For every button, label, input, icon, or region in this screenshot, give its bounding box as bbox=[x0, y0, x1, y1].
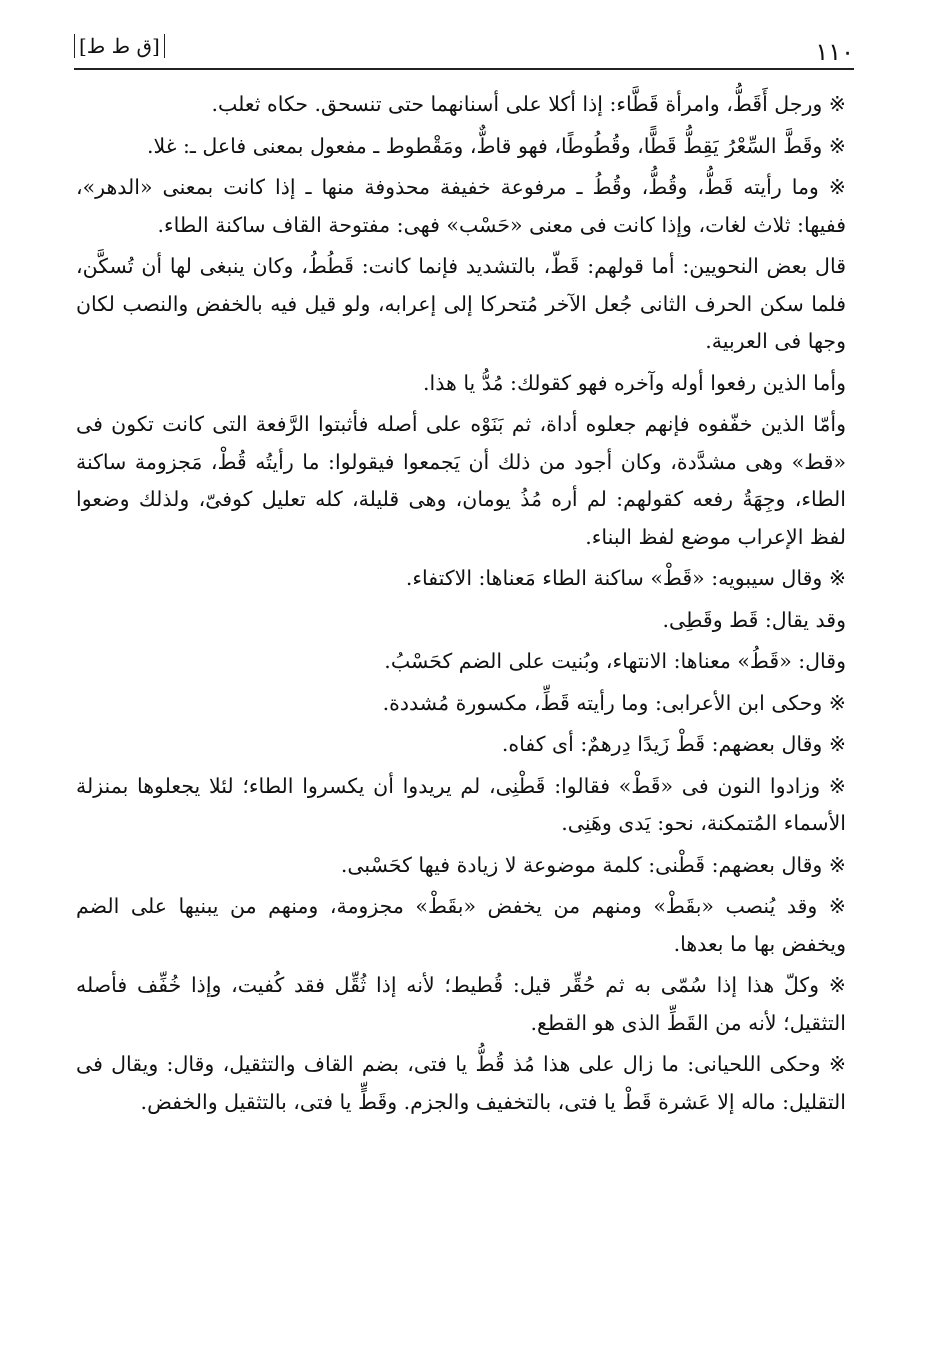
entry-paragraph: وأما الذين رفعوا أوله وآخره فهو كقولك: مُدُّ يا هذا. bbox=[423, 370, 846, 395]
entry-paragraph: ※ وقال سيبويه: «قَطْ» ساكنة الطاء مَعناها: الاكتفاء. bbox=[405, 566, 846, 590]
entry-paragraph: ※ وقال بعضهم: قَطْ زَيدًا دِرهمٌ: أى كفاه. bbox=[501, 732, 846, 756]
header-rule bbox=[74, 68, 854, 70]
page-header bbox=[74, 34, 854, 68]
entry-paragraph: وأمّا الذين خفّفوه فإنهم جعلوه أداة، ثم بَنَوْه على أصله فأثبتوا الرَّفعة التى كانت تكون فى «قط» وهى مشدَّدة، وكان أجود من ذلك أن يَجمعوا فيقولوا: ما رأيتُه قُطْ، مَجزومة ساكنة الطاء، وجِهَةُ رفعه كقولهم: لم أره مُذُ يومان، وهى قليلة، كله تعليل كوفىّ، ولذلك وضعوا لفظ الإعراب موضع لفظ البناء. bbox=[76, 412, 846, 549]
entry-paragraph: ※ وحكى اللحيانى: ما زال على هذا مُذ قُطُّ يا فتى، بضم القاف والتثقيل، وقال: ويقال فى التقليل: ماله إلا عَشرة قَطْ يا فتى، بالتخفيف والجزم. وقَطٍّ يا فتى، بالتثقيل والخفض. bbox=[76, 1052, 846, 1114]
entry-paragraph: وقال: «قَطُ» معناها: الانتهاء، وبُنيت على الضم كحَسْبُ. bbox=[384, 649, 846, 673]
entry-paragraph: ※ ورجل أَقَطُّ، وامرأة قَطَّاء: إذا أكلا على أسنانهما حتى تنسحق. حكاه ثعلب. bbox=[211, 92, 846, 116]
page-body bbox=[76, 86, 846, 1125]
entry-paragraph: ※ وكلّ هذا إذا سُمّى به ثم حُقِّر قيل: قُطيط؛ لأنه إذا ثُقِّل فقد كُفيت، وإذا خُفِّف فأصله التثقيل؛ لأنه من القَطِّ الذى هو القطع. bbox=[76, 973, 846, 1035]
entry-paragraph: ※ وزادوا النون فى «قَطْ» فقالوا: قَطْنِى، لم يريدوا أن يكسروا الطاء؛ لئلا يجعلوها بمنزلة الأسماء المُتمكنة، نحو: يَدى وهَنِى. bbox=[76, 773, 846, 835]
entry-paragraph: قال بعض النحويين: أما قولهم: قَطّ، بالتشديد فإنما كانت: قَطُطُ، وكان ينبغى لها أن تُسكَّن، فلما سكن الحرف الثانى جُعل الآخر مُتحركا إلى إعرابه، ولو قيل فيه بالخفض والنصب لكان وجها فى العربية. bbox=[76, 254, 846, 353]
page-number: ١١٠ bbox=[815, 38, 854, 66]
entry-paragraph: وقد يقال: قَط وقَطِى. bbox=[662, 607, 846, 632]
entry-paragraph: ※ وقال بعضهم: قَطْنى: كلمة موضوعة لا زيادة فيها كحَسْبى. bbox=[340, 852, 846, 877]
entry-paragraph: ※ وما رأيته قَطُّ، وقُطُّ، وقُطُ ـ مرفوعة خفيفة محذوفة منها ـ إذا كانت بمعنى «الدهر»، ففيها: ثلاث لغات، وإذا كانت فى معنى «حَسْب» فهى: مفتوحة القاف ساكنة الطاء. bbox=[76, 175, 846, 237]
entry-paragraph: ※ وقد يُنصب «بقَطْ» ومنهم من يخفض «بقَطْ» مجزومة، ومنهم من يبنيها على الضم ويخفض بها ما بعدها. bbox=[76, 894, 846, 956]
running-head: [ق ط ط] bbox=[74, 34, 165, 58]
entry-paragraph: ※ وقَطَّ السِّعْرُ يَقِطُّ قَطًّا، وقُطُوطًا، فهو قاطٌّ، ومَقْطوط ـ مفعول بمعنى فاعل ـ: غلا. bbox=[146, 133, 846, 158]
entry-paragraph: ※ وحكى ابن الأعرابى: وما رأيته قَطِّ، مكسورة مُشددة. bbox=[382, 690, 846, 715]
